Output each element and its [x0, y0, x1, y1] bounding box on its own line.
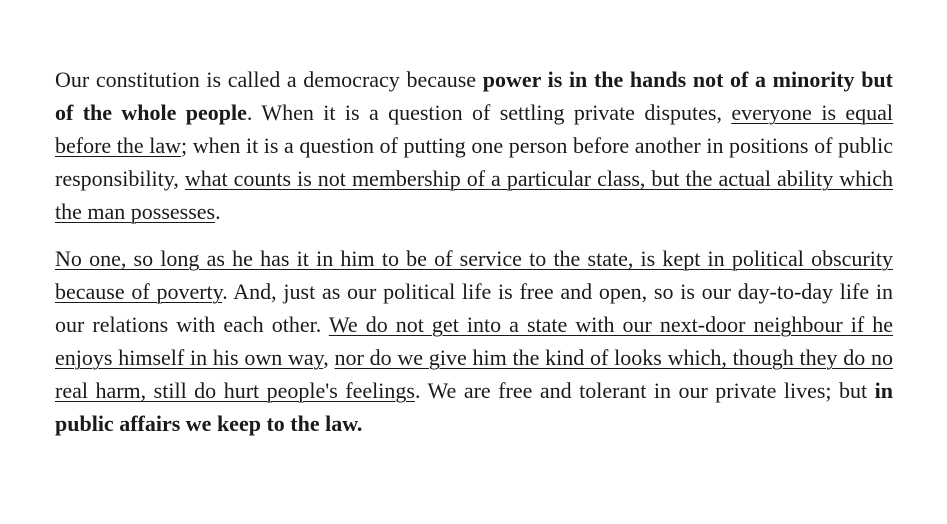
bold-text: power is in the hands not of a minority but of the whole people	[55, 67, 893, 125]
underlined-text: We do not get into a state with our next-door neighbour if he enjoys himself in his own way	[55, 312, 894, 370]
bold-text: in public affairs we keep to the law.	[55, 378, 893, 436]
underlined-text: nor do we give him the kind of looks which, though they do no real harm, still do hurt people's feelings	[55, 345, 893, 403]
text-span: . And, just as our political life is free and open, so is our day-to-day life in our relations with each other.	[55, 279, 893, 337]
paragraph-1	[55, 63, 893, 228]
underlined-text: No one, so long as he has it in him to be of service to the state, is kept in political obscurity because of poverty	[55, 246, 893, 304]
underlined-text: what counts is not membership of a particular class, but the actual ability which the man possesses	[55, 166, 893, 224]
text-span: . We are free and tolerant in our private lives; but	[414, 378, 875, 403]
text-span: . When it is a question of settling private disputes,	[246, 100, 732, 125]
text-span: ,	[323, 345, 335, 370]
text-span: .	[215, 199, 221, 224]
underlined-text: everyone is equal before the law	[55, 100, 894, 158]
text-span: ; when it is a question of putting one person before another in positions of public responsibility,	[55, 133, 893, 191]
paragraph-2	[55, 242, 893, 440]
document-body	[55, 63, 893, 440]
text-span: Our constitution is called a democracy because	[55, 67, 483, 92]
